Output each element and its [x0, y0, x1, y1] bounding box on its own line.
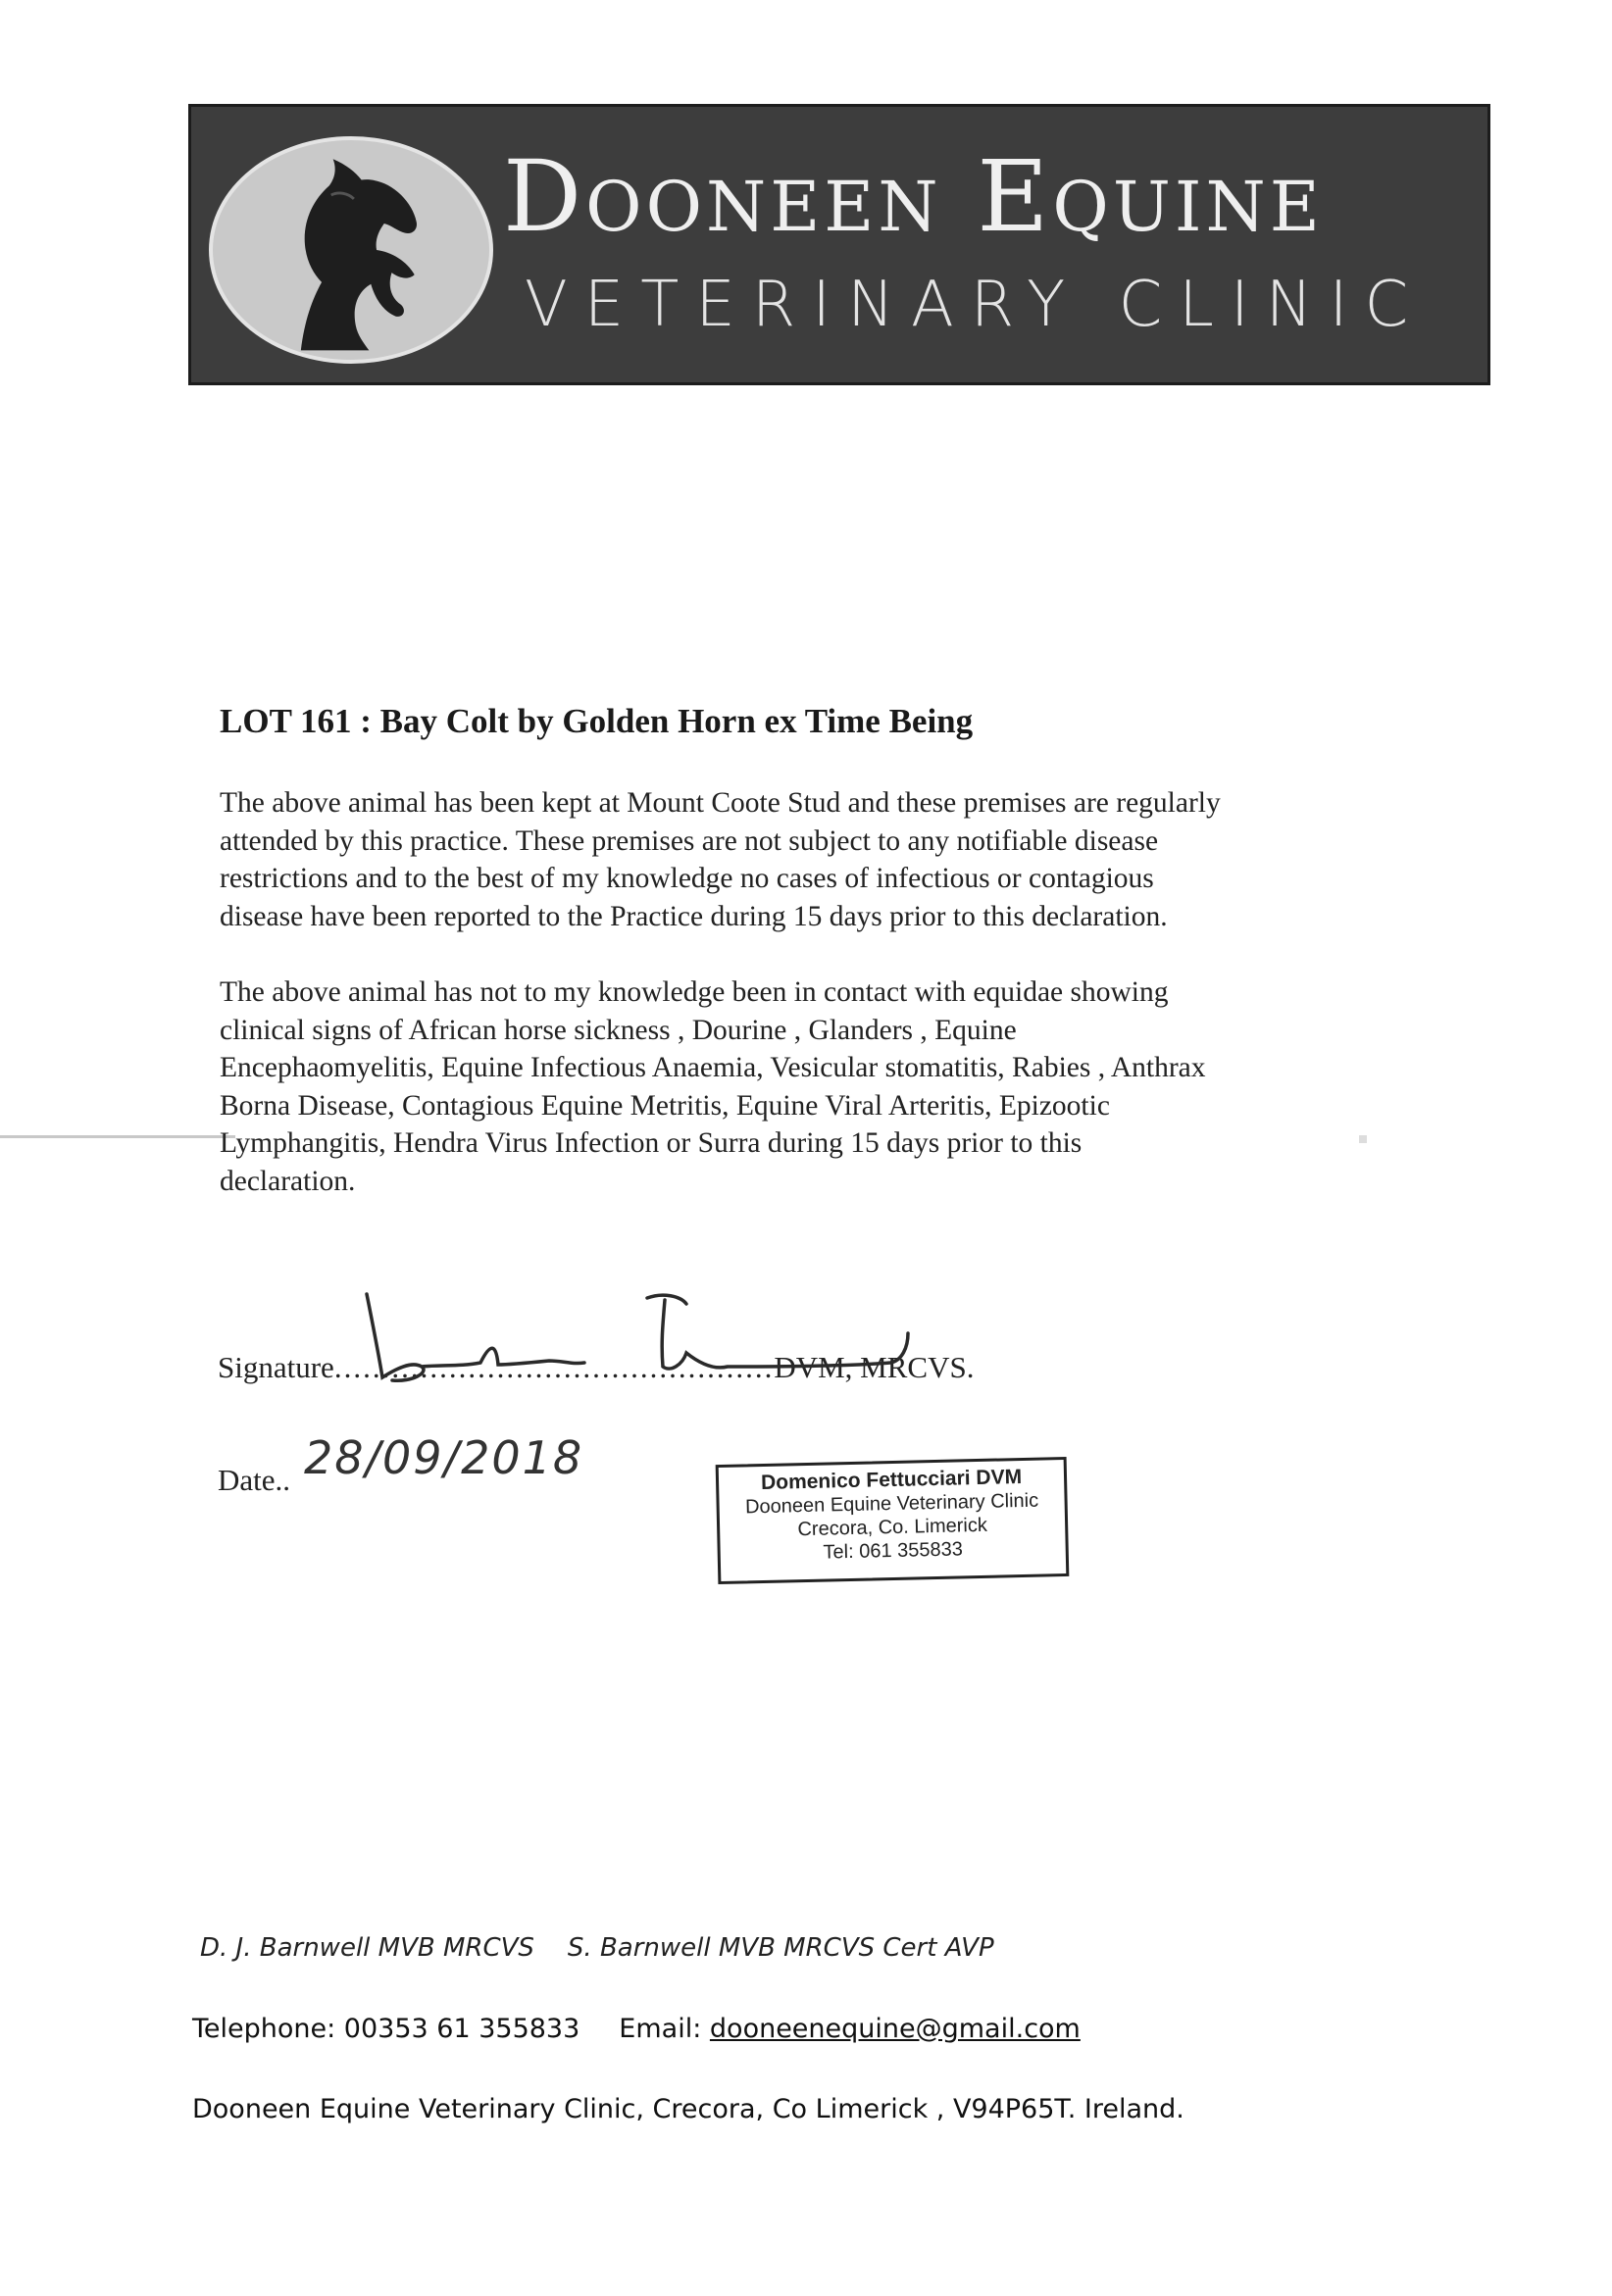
footer-contact: [192, 2014, 1081, 2044]
stamp-name: Domenico Fettucciari DVM: [760, 1465, 1023, 1495]
paragraph-line: The above animal has not to my knowledge been in contact with equidae showing: [220, 976, 1169, 1008]
veterinarian-stamp: [716, 1457, 1070, 1584]
paragraph-line: restrictions and to the best of my knowledge no cases of infectious or contagious: [220, 863, 1154, 894]
paragraph-line: declaration.: [220, 1165, 356, 1197]
signature-qualifications: DVM, MRCVS.: [774, 1350, 975, 1384]
signature-leader: ...................: [592, 1350, 775, 1384]
letterhead-banner: [188, 104, 1490, 385]
stamp-location: Crecora, Co. Limerick: [797, 1514, 988, 1541]
handwritten-signature: [353, 1284, 941, 1392]
disease-contact-paragraph: [220, 973, 1377, 1200]
scan-artifact-line: [0, 1135, 235, 1138]
premises-paragraph: [220, 784, 1377, 935]
lot-title: LOT 161 : Bay Colt by Golden Horn ex Time Being: [220, 702, 974, 740]
rearing-horse-icon: [209, 136, 493, 364]
footer-telephone: Telephone: 00353 61 355833: [192, 2014, 580, 2044]
footer-email-link[interactable]: dooneenequine@gmail.com: [709, 2014, 1081, 2044]
vet-name: S. Barnwell MVB MRCVS Cert AVP: [567, 1933, 994, 1963]
paragraph-line: clinical signs of African horse sickness , Dourine , Glanders , Equine: [220, 1014, 1017, 1046]
clinic-subtitle: VETERINARY CLINIC: [525, 269, 1426, 341]
signature-leader: ............: [478, 1350, 593, 1384]
footer-address: Dooneen Equine Veterinary Clinic, Crecora, Co Limerick , V94P65T. Ireland.: [192, 2094, 1184, 2124]
paragraph-line: Encephaomyelitis, Equine Infectious Anaemia, Vesicular stomatitis, Rabies , Anthrax: [220, 1052, 1206, 1083]
stamp-clinic: Dooneen Equine Veterinary Clinic: [744, 1489, 1039, 1519]
footer-email-label: Email:: [619, 2014, 702, 2044]
date-line: [218, 1463, 290, 1498]
stamp-telephone: Tel: 061 355833: [823, 1538, 964, 1564]
paragraph-line: attended by this practice. These premises are not subject to any notifiable disease: [220, 824, 1159, 857]
vet-name: D. J. Barnwell MVB MRCVS: [200, 1933, 534, 1963]
paragraph-line: Lymphangitis, Hendra Virus Infection or Surra during 15 days prior to this: [220, 1127, 1083, 1159]
paragraph-line: The above animal has been kept at Mount Coote Stud and these premises are regularly: [220, 787, 1221, 819]
handwritten-date: 28/09/2018: [304, 1431, 584, 1484]
footer-veterinarians: [200, 1933, 994, 1963]
signature-leader: ...............: [333, 1350, 479, 1384]
paragraph-line: disease have been reported to the Practice during 15 days prior to this declaration.: [220, 900, 1168, 932]
clinic-name: Dooneen Equine: [503, 139, 1324, 254]
paragraph-line: Borna Disease, Contagious Equine Metritis, Equine Viral Arteritis, Epizootic: [220, 1089, 1110, 1122]
signature-label: Signature: [218, 1350, 334, 1384]
date-label: Date..: [218, 1463, 291, 1497]
